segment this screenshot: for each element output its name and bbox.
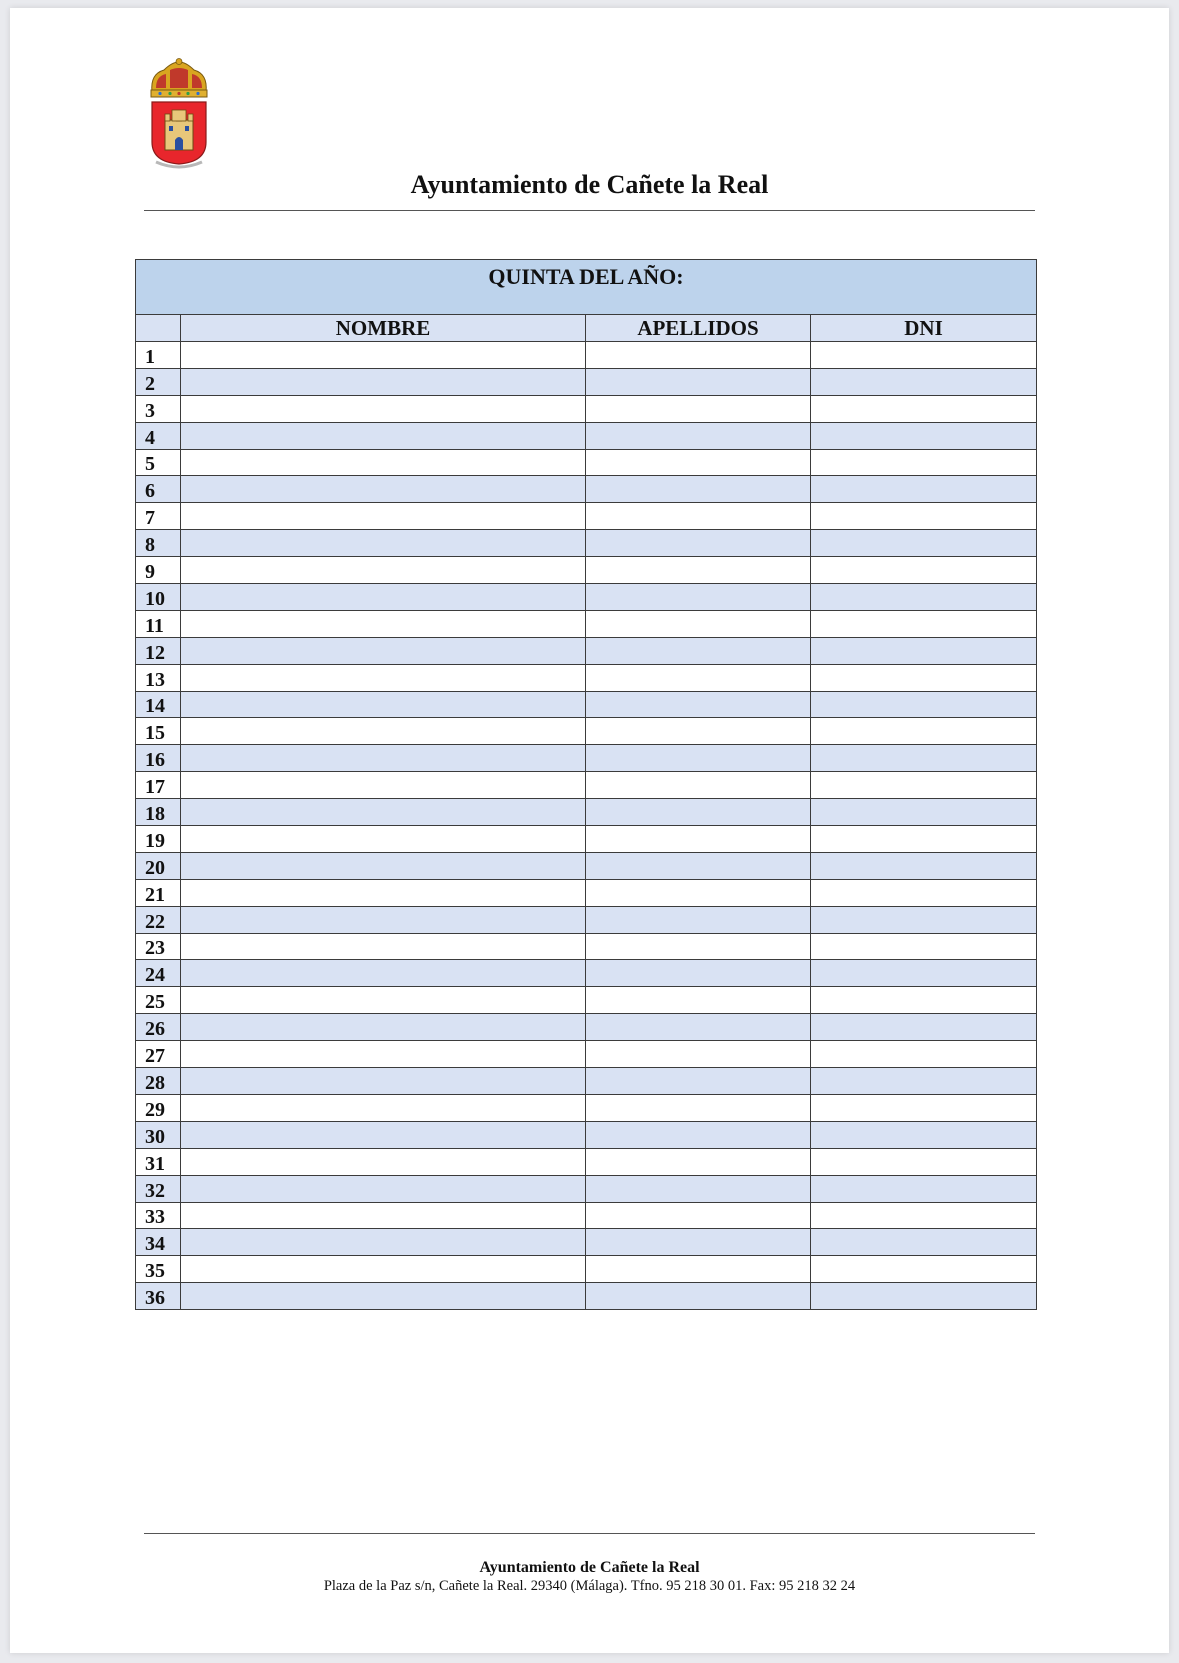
apellidos-cell[interactable] xyxy=(586,1094,811,1121)
footer xyxy=(0,1558,1179,1595)
dni-cell[interactable] xyxy=(811,1148,1037,1175)
dni-cell[interactable] xyxy=(811,799,1037,826)
dni-cell[interactable] xyxy=(811,1283,1037,1310)
table-row xyxy=(136,852,1037,879)
nombre-cell[interactable] xyxy=(181,718,586,745)
table-row xyxy=(136,1014,1037,1041)
nombre-cell[interactable] xyxy=(181,1121,586,1148)
dni-cell[interactable] xyxy=(811,1175,1037,1202)
row-number: 17 xyxy=(136,772,181,799)
apellidos-cell[interactable] xyxy=(586,1121,811,1148)
nombre-cell[interactable] xyxy=(181,664,586,691)
apellidos-cell[interactable] xyxy=(586,1014,811,1041)
table-title: QUINTA DEL AÑO: xyxy=(136,260,1037,315)
nombre-cell[interactable] xyxy=(181,906,586,933)
nombre-cell[interactable] xyxy=(181,584,586,611)
nombre-cell[interactable] xyxy=(181,422,586,449)
dni-cell[interactable] xyxy=(811,852,1037,879)
table-row xyxy=(136,906,1037,933)
column-header-nombre: NOMBRE xyxy=(181,315,586,342)
nombre-cell[interactable] xyxy=(181,342,586,369)
nombre-cell[interactable] xyxy=(181,852,586,879)
footer-address: Plaza de la Paz s/n, Cañete la Real. 29340 (Málaga). Tfno. 95 218 30 01. Fax: 95 218 32 24 xyxy=(323,1578,856,1594)
nombre-cell[interactable] xyxy=(181,1068,586,1095)
row-number: 33 xyxy=(136,1202,181,1229)
row-number: 8 xyxy=(136,530,181,557)
apellidos-cell[interactable] xyxy=(586,772,811,799)
header-divider xyxy=(144,210,1035,211)
nombre-cell[interactable] xyxy=(181,557,586,584)
dni-cell[interactable] xyxy=(811,342,1037,369)
dni-cell[interactable] xyxy=(811,476,1037,503)
dni-cell[interactable] xyxy=(811,530,1037,557)
table-row xyxy=(136,1175,1037,1202)
table-row xyxy=(136,799,1037,826)
dni-cell[interactable] xyxy=(811,691,1037,718)
dni-cell[interactable] xyxy=(811,826,1037,853)
dni-cell[interactable] xyxy=(811,368,1037,395)
quinta-table xyxy=(135,259,1037,1310)
apellidos-cell[interactable] xyxy=(586,826,811,853)
dni-cell[interactable] xyxy=(811,1014,1037,1041)
dni-cell[interactable] xyxy=(811,1229,1037,1256)
apellidos-cell[interactable] xyxy=(586,584,811,611)
dni-cell[interactable] xyxy=(811,584,1037,611)
nombre-cell[interactable] xyxy=(181,1202,586,1229)
apellidos-cell[interactable] xyxy=(586,799,811,826)
row-number: 23 xyxy=(136,933,181,960)
header-title: Ayuntamiento de Cañete la Real xyxy=(410,170,769,199)
apellidos-cell[interactable] xyxy=(586,718,811,745)
dni-cell[interactable] xyxy=(811,610,1037,637)
table-row xyxy=(136,1256,1037,1283)
row-number: 25 xyxy=(136,987,181,1014)
row-number: 22 xyxy=(136,906,181,933)
apellidos-cell[interactable] xyxy=(586,960,811,987)
table-row xyxy=(136,1283,1037,1310)
apellidos-cell[interactable] xyxy=(586,691,811,718)
dni-cell[interactable] xyxy=(811,422,1037,449)
row-number: 18 xyxy=(136,799,181,826)
table-row xyxy=(136,530,1037,557)
nombre-cell[interactable] xyxy=(181,799,586,826)
apellidos-cell[interactable] xyxy=(586,422,811,449)
row-number: 34 xyxy=(136,1229,181,1256)
apellidos-cell[interactable] xyxy=(586,987,811,1014)
table-row xyxy=(136,584,1037,611)
table-row xyxy=(136,1041,1037,1068)
apellidos-cell[interactable] xyxy=(586,1041,811,1068)
table-row xyxy=(136,557,1037,584)
dni-cell[interactable] xyxy=(811,718,1037,745)
dni-cell[interactable] xyxy=(811,1202,1037,1229)
nombre-cell[interactable] xyxy=(181,1148,586,1175)
nombre-cell[interactable] xyxy=(181,395,586,422)
column-header-number xyxy=(136,315,181,342)
dni-cell[interactable] xyxy=(811,1256,1037,1283)
nombre-cell[interactable] xyxy=(181,879,586,906)
table-row xyxy=(136,879,1037,906)
nombre-cell[interactable] xyxy=(181,1094,586,1121)
row-number: 30 xyxy=(136,1121,181,1148)
nombre-cell[interactable] xyxy=(181,637,586,664)
apellidos-cell[interactable] xyxy=(586,1148,811,1175)
apellidos-cell[interactable] xyxy=(586,745,811,772)
apellidos-cell[interactable] xyxy=(586,1256,811,1283)
dni-cell[interactable] xyxy=(811,664,1037,691)
nombre-cell[interactable] xyxy=(181,1014,586,1041)
row-number: 26 xyxy=(136,1014,181,1041)
row-number: 10 xyxy=(136,584,181,611)
row-number: 24 xyxy=(136,960,181,987)
apellidos-cell[interactable] xyxy=(586,1175,811,1202)
nombre-cell[interactable] xyxy=(181,610,586,637)
table-row xyxy=(136,342,1037,369)
nombre-cell[interactable] xyxy=(181,960,586,987)
row-number: 13 xyxy=(136,664,181,691)
apellidos-cell[interactable] xyxy=(586,449,811,476)
coat-of-arms-logo xyxy=(146,58,212,170)
table-row xyxy=(136,449,1037,476)
dni-cell[interactable] xyxy=(811,557,1037,584)
apellidos-cell[interactable] xyxy=(586,530,811,557)
dni-cell[interactable] xyxy=(811,1121,1037,1148)
row-number: 19 xyxy=(136,826,181,853)
row-number: 20 xyxy=(136,852,181,879)
row-number: 11 xyxy=(136,610,181,637)
apellidos-cell[interactable] xyxy=(586,1202,811,1229)
nombre-cell[interactable] xyxy=(181,503,586,530)
row-number: 5 xyxy=(136,449,181,476)
row-number: 12 xyxy=(136,637,181,664)
table-row xyxy=(136,1068,1037,1095)
nombre-cell[interactable] xyxy=(181,1229,586,1256)
apellidos-cell[interactable] xyxy=(586,1068,811,1095)
row-number: 29 xyxy=(136,1094,181,1121)
table-row xyxy=(136,1121,1037,1148)
table-row xyxy=(136,476,1037,503)
nombre-cell[interactable] xyxy=(181,1175,586,1202)
dni-cell[interactable] xyxy=(811,933,1037,960)
table-row xyxy=(136,368,1037,395)
apellidos-cell[interactable] xyxy=(586,368,811,395)
apellidos-cell[interactable] xyxy=(586,1283,811,1310)
apellidos-cell[interactable] xyxy=(586,476,811,503)
row-number: 9 xyxy=(136,557,181,584)
row-number: 16 xyxy=(136,745,181,772)
apellidos-cell[interactable] xyxy=(586,342,811,369)
row-number: 2 xyxy=(136,368,181,395)
row-number: 7 xyxy=(136,503,181,530)
nombre-cell[interactable] xyxy=(181,745,586,772)
dni-cell[interactable] xyxy=(811,745,1037,772)
table-row xyxy=(136,422,1037,449)
table-row xyxy=(136,1094,1037,1121)
nombre-cell[interactable] xyxy=(181,933,586,960)
dni-cell[interactable] xyxy=(811,879,1037,906)
row-number: 27 xyxy=(136,1041,181,1068)
row-number: 15 xyxy=(136,718,181,745)
nombre-cell[interactable] xyxy=(181,476,586,503)
nombre-cell[interactable] xyxy=(181,1256,586,1283)
row-number: 36 xyxy=(136,1283,181,1310)
apellidos-cell[interactable] xyxy=(586,664,811,691)
nombre-cell[interactable] xyxy=(181,772,586,799)
row-number: 21 xyxy=(136,879,181,906)
row-number: 32 xyxy=(136,1175,181,1202)
table-row xyxy=(136,503,1037,530)
apellidos-cell[interactable] xyxy=(586,610,811,637)
dni-cell[interactable] xyxy=(811,395,1037,422)
table-row xyxy=(136,691,1037,718)
apellidos-cell[interactable] xyxy=(586,557,811,584)
dni-cell[interactable] xyxy=(811,987,1037,1014)
table-row xyxy=(136,933,1037,960)
row-number: 14 xyxy=(136,691,181,718)
table-row xyxy=(136,1148,1037,1175)
table-row xyxy=(136,395,1037,422)
apellidos-cell[interactable] xyxy=(586,852,811,879)
nombre-cell[interactable] xyxy=(181,1283,586,1310)
dni-cell[interactable] xyxy=(811,906,1037,933)
table-header-row xyxy=(136,315,1037,342)
dni-cell[interactable] xyxy=(811,1041,1037,1068)
row-number: 35 xyxy=(136,1256,181,1283)
nombre-cell[interactable] xyxy=(181,1041,586,1068)
footer-divider xyxy=(144,1533,1035,1534)
nombre-cell[interactable] xyxy=(181,691,586,718)
apellidos-cell[interactable] xyxy=(586,395,811,422)
table-row xyxy=(136,1202,1037,1229)
dni-cell[interactable] xyxy=(811,503,1037,530)
apellidos-cell[interactable] xyxy=(586,637,811,664)
table-row xyxy=(136,610,1037,637)
table-row xyxy=(136,664,1037,691)
dni-cell[interactable] xyxy=(811,772,1037,799)
apellidos-cell[interactable] xyxy=(586,906,811,933)
nombre-cell[interactable] xyxy=(181,530,586,557)
table-row xyxy=(136,745,1037,772)
row-number: 4 xyxy=(136,422,181,449)
nombre-cell[interactable] xyxy=(181,368,586,395)
dni-cell[interactable] xyxy=(811,1094,1037,1121)
row-number: 31 xyxy=(136,1148,181,1175)
dni-cell[interactable] xyxy=(811,449,1037,476)
table-row xyxy=(136,960,1037,987)
column-header-dni: DNI xyxy=(811,315,1037,342)
table-row xyxy=(136,637,1037,664)
table-row xyxy=(136,1229,1037,1256)
column-header-apellidos: APELLIDOS xyxy=(586,315,811,342)
apellidos-cell[interactable] xyxy=(586,503,811,530)
dni-cell[interactable] xyxy=(811,637,1037,664)
row-number: 6 xyxy=(136,476,181,503)
nombre-cell[interactable] xyxy=(181,987,586,1014)
footer-title: Ayuntamiento de Cañete la Real xyxy=(479,1559,700,1576)
table-row xyxy=(136,718,1037,745)
nombre-cell[interactable] xyxy=(181,826,586,853)
apellidos-cell[interactable] xyxy=(586,879,811,906)
dni-cell[interactable] xyxy=(811,1068,1037,1095)
row-number: 28 xyxy=(136,1068,181,1095)
table-row xyxy=(136,826,1037,853)
table-row xyxy=(136,772,1037,799)
apellidos-cell[interactable] xyxy=(586,933,811,960)
table-row xyxy=(136,987,1037,1014)
apellidos-cell[interactable] xyxy=(586,1229,811,1256)
nombre-cell[interactable] xyxy=(181,449,586,476)
row-number: 3 xyxy=(136,395,181,422)
dni-cell[interactable] xyxy=(811,960,1037,987)
row-number: 1 xyxy=(136,342,181,369)
